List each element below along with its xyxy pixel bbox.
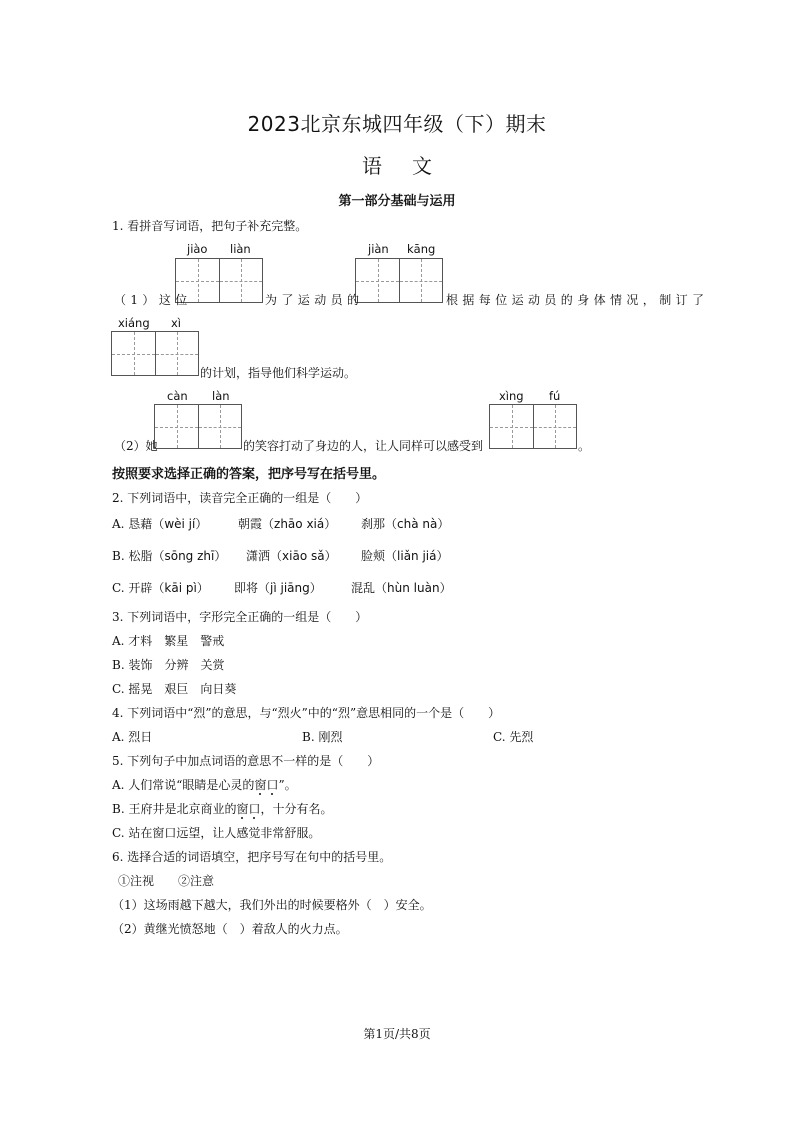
pinyin-xiang: xiáng [118, 316, 150, 330]
grid-cell[interactable] [155, 405, 198, 448]
q6-options: ①注视 ②注意 [118, 874, 215, 888]
q1-row1-suffix: 根据每位运动员的身体情况，制订了 [446, 293, 709, 307]
pinyin-jian: jiàn [368, 242, 389, 256]
page-number: 第1页/共8页 [363, 1027, 431, 1041]
q1-stem: 1. 看拼音写词语，把句子补充完整。 [112, 219, 308, 233]
q3-option-c: C. 摇晃 艰巨 向日葵 [112, 682, 237, 696]
q2-option-b: B. 松脂（sōng zhī） [112, 549, 227, 563]
q2-option-a-word3: 刹那（chà nà） [361, 517, 450, 531]
q1-row1-prefix: （1）这位 [114, 293, 192, 307]
grid-cell[interactable] [112, 332, 155, 375]
q1-row3-prefix: （2）她 [114, 439, 158, 453]
writing-grid-canlan[interactable] [154, 404, 242, 449]
q1-row3-mid: 的笑容打动了身边的人，让人同样可以感受到 [243, 439, 484, 453]
emphasis-char: 窗 [236, 802, 249, 816]
q3-stem: 3. 下列词语中，字形完全正确的一组是（ ） [112, 610, 368, 624]
pinyin-lan: làn [212, 389, 230, 403]
writing-grid-jiankang[interactable] [355, 258, 443, 303]
q6-sentence-1: （1）这场雨越下越大，我们外出的时候要格外（ ）安全。 [112, 898, 432, 912]
emphasis-char: 口 [266, 778, 279, 792]
pinyin-xing: xìng [499, 389, 524, 403]
pinyin-lian: liàn [230, 242, 251, 256]
q2-option-a-word2: 朝霞（zhāo xiá） [238, 517, 337, 531]
q5-stem: 5. 下列句子中加点词语的意思不一样的是（ ） [112, 754, 380, 768]
grid-cell[interactable] [198, 405, 241, 448]
q1-row3-suffix: 。 [578, 439, 591, 453]
q4-option-a: A. 烈日 [112, 730, 153, 744]
pinyin-kang: kāng [407, 242, 436, 256]
q6-sentence-2: （2）黄继光愤怒地（ ）着敌人的火力点。 [112, 922, 348, 936]
q5-option-b: B. 王府井是北京商业的窗口，十分有名。 [112, 802, 333, 816]
q2-option-b-word2: 潇洒（xiāo sǎ） [246, 549, 337, 563]
q2-option-c: C. 开辟（kāi pì） [112, 581, 209, 595]
grid-cell[interactable] [219, 259, 262, 302]
grid-cell[interactable] [399, 259, 442, 302]
q2-option-a: A. 恳藉（wèi jí） [112, 517, 208, 531]
q5-option-c: C. 站在窗口远望，让人感觉非常舒服。 [112, 826, 321, 840]
grid-cell[interactable] [155, 332, 198, 375]
q2-stem: 2. 下列词语中，读音完全正确的一组是（ ） [112, 491, 368, 505]
q4-option-c: C. 先烈 [493, 730, 534, 744]
grid-cell[interactable] [490, 405, 533, 448]
q2-option-b-word3: 脸颊（liǎn jiá） [361, 549, 449, 563]
q1-row1-mid: 为了运动员的 [265, 293, 364, 307]
writing-grid-xingfu[interactable] [489, 404, 577, 449]
pinyin-xi: xì [171, 316, 182, 330]
q3-option-a: A. 才料 繁星 警戒 [112, 634, 225, 648]
q4-stem: 4. 下列词语中“烈”的意思，与“烈火”中的“烈”意思相同的一个是（ ） [112, 706, 501, 720]
q2-option-c-word2: 即将（jì jiāng） [234, 581, 322, 595]
writing-grid-xiangxi[interactable] [111, 331, 199, 376]
pinyin-can: càn [167, 389, 188, 403]
page-title: 2023北京东城四年级（下）期末 [247, 112, 547, 136]
q6-stem: 6. 选择合适的词语填空，把序号写在句中的括号里。 [112, 850, 392, 864]
q4-option-b: B. 刚烈 [302, 730, 343, 744]
pinyin-fu: fú [549, 389, 561, 403]
q1-row2-suffix: 的计划，指导他们科学运动。 [200, 366, 357, 380]
emphasis-char: 窗 [254, 778, 267, 792]
q3-option-b: B. 装饰 分辨 关赏 [112, 658, 225, 672]
pinyin-jiao: jiào [187, 242, 208, 256]
subject-heading: 语文 [362, 154, 462, 178]
q5-option-a: A. 人们常说“眼睛是心灵的窗口”。 [112, 778, 297, 792]
instruction-heading: 按照要求选择正确的答案，把序号写在括号里。 [112, 467, 386, 482]
q2-option-c-word3: 混乱（hùn luàn） [351, 581, 452, 595]
grid-cell[interactable] [533, 405, 576, 448]
emphasis-char: 口 [248, 802, 261, 816]
section-heading: 第一部分基础与运用 [338, 194, 456, 209]
